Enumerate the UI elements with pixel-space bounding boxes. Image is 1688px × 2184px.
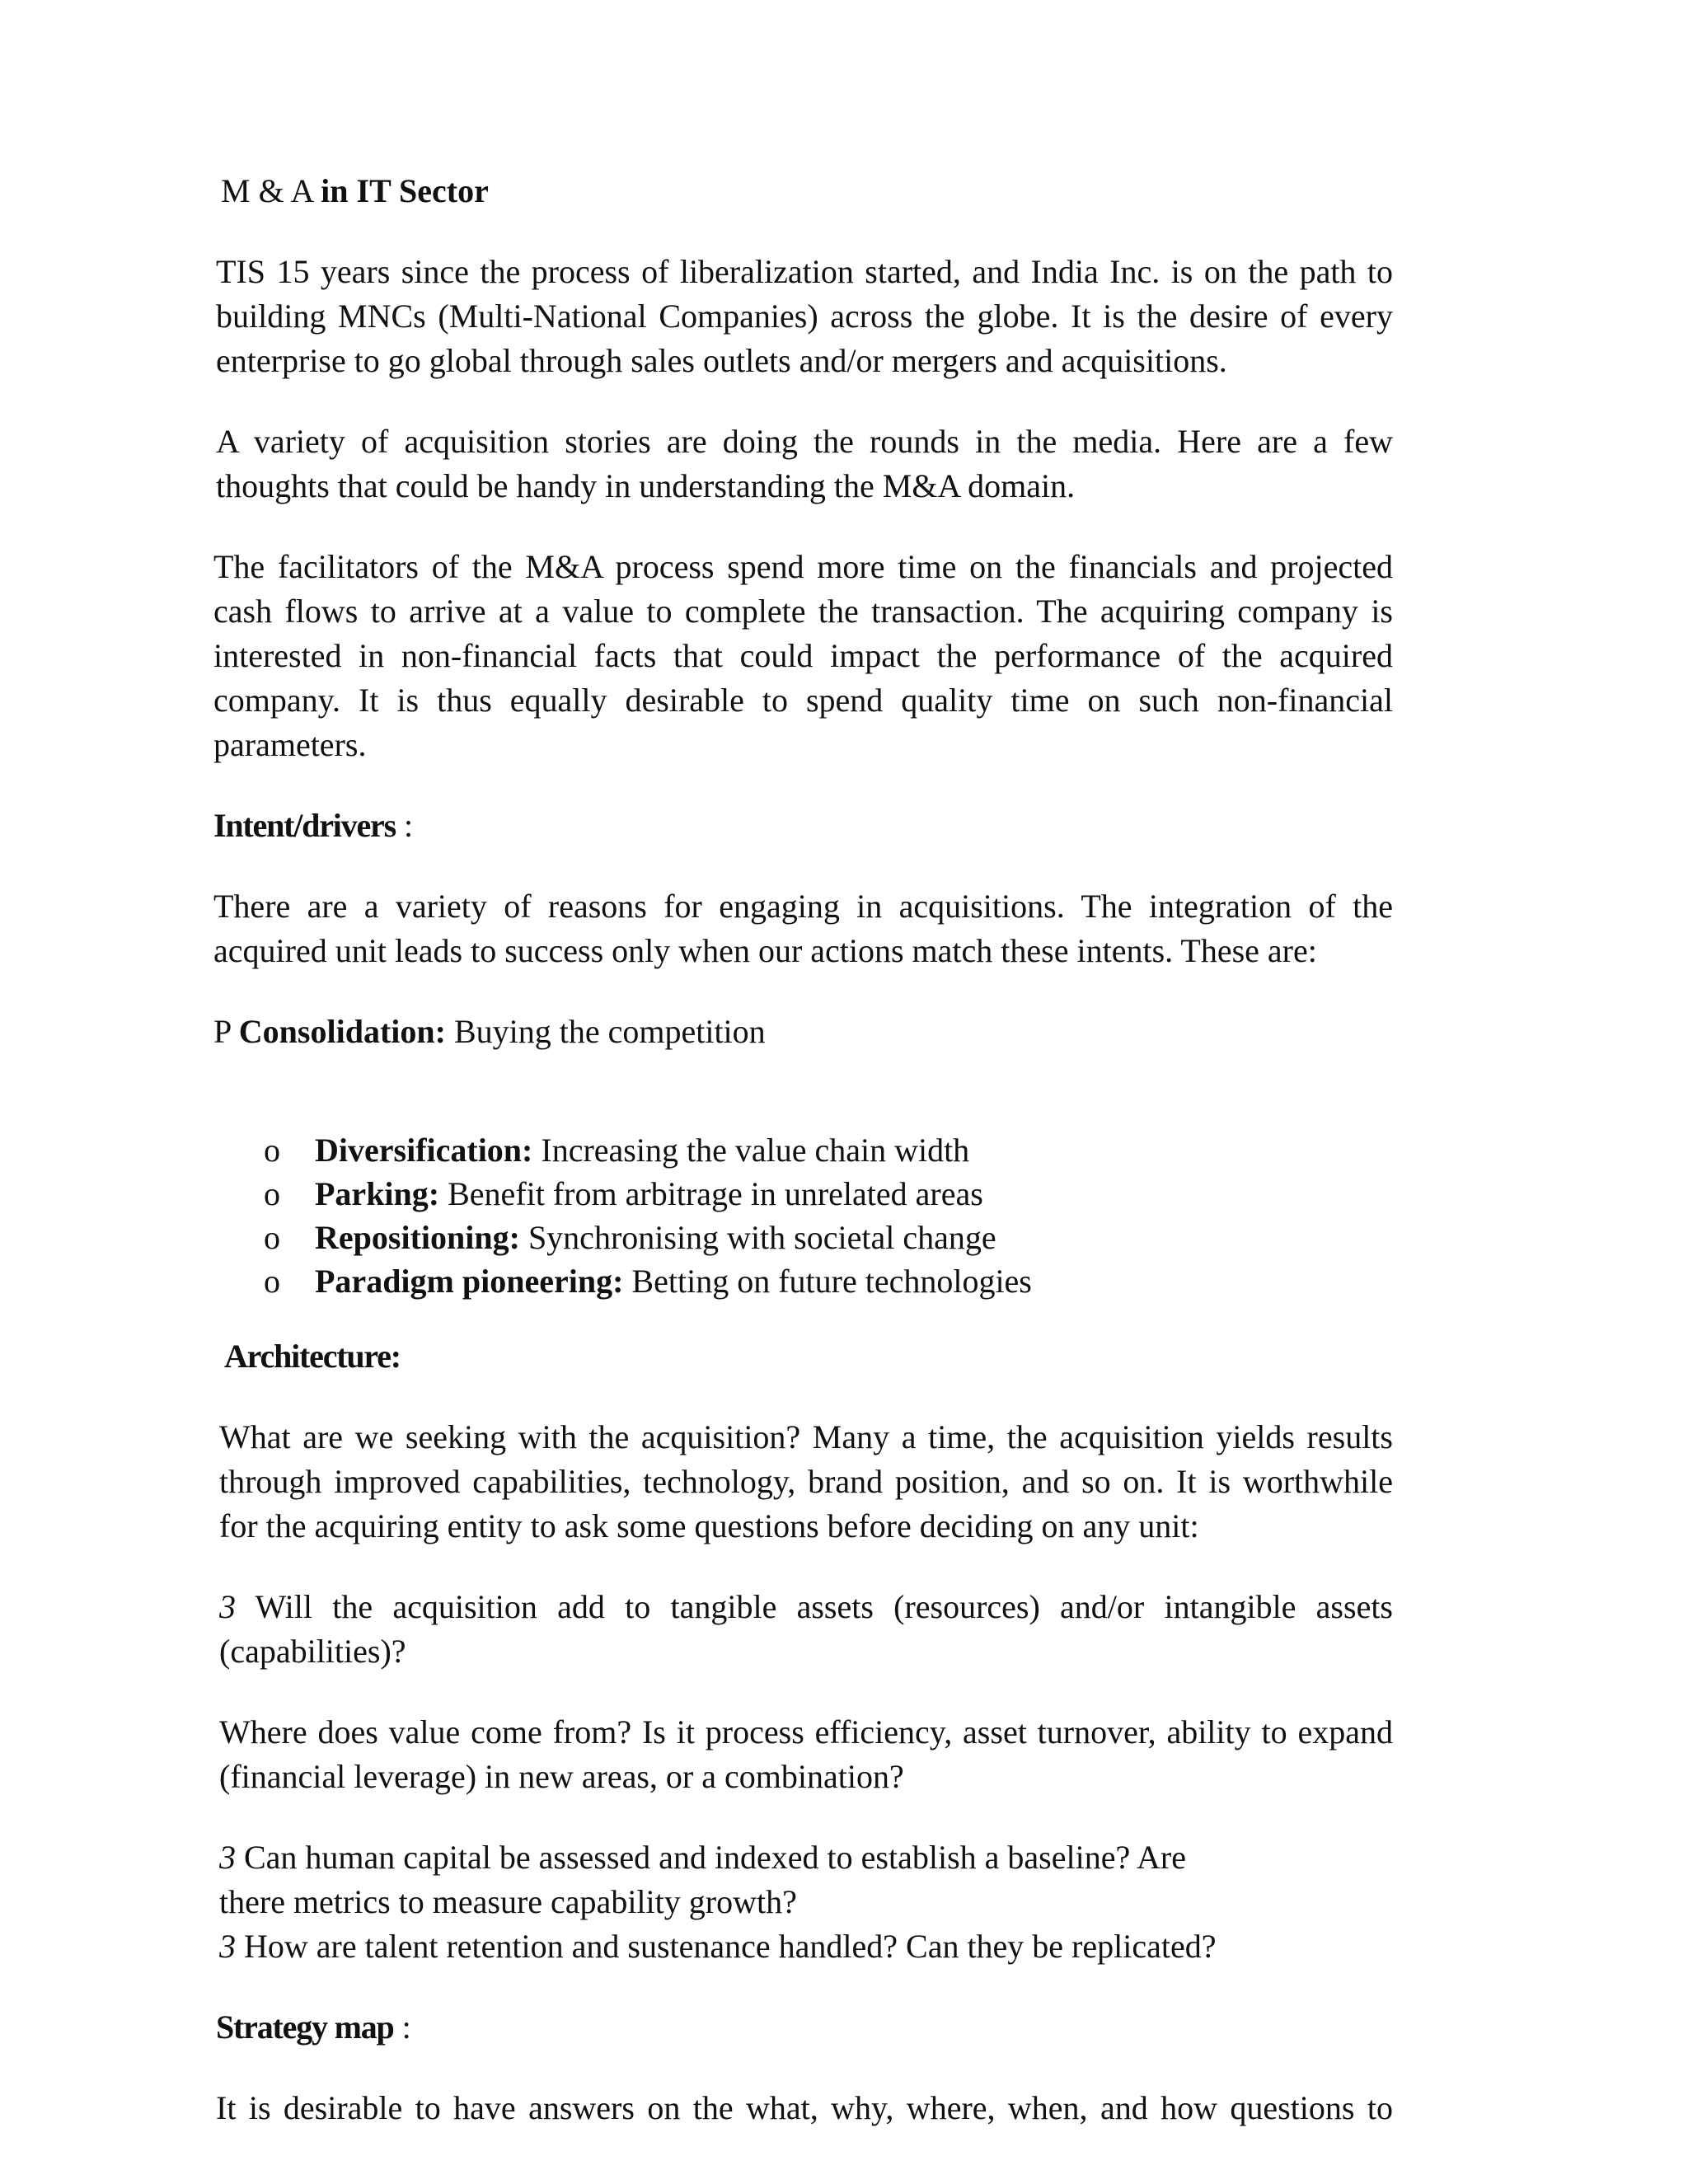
question-text-line1: Can human capital be assessed and indexed to establish a baseline? Are	[236, 1839, 1186, 1876]
strategy-paragraph	[216, 2086, 1393, 2130]
strategy-heading	[216, 2005, 1393, 2050]
list-item-label: Repositioning:	[315, 1219, 520, 1256]
value-paragraph: Where does value come from? Is it process efficiency, asset turnover, ability to expand (financial leverage) in new areas, or a combination?	[219, 1713, 1393, 1795]
strategy-heading-label: Strategy map	[216, 2008, 394, 2046]
list-item	[216, 1172, 1393, 1216]
intent-list	[216, 1128, 1393, 1303]
intent-heading	[213, 804, 1393, 848]
question-human-capital	[219, 1835, 1393, 1924]
intent-paragraph: There are a variety of reasons for engaging in acquisitions. The integration of the acquired unit leads to success only when our actions match these intents. These are:	[213, 888, 1393, 969]
question-marker: 3	[219, 1839, 236, 1876]
consolidation-text: Buying the competition	[445, 1013, 766, 1050]
list-item-text: Betting on future technologies	[623, 1263, 1032, 1300]
circle-bullet-icon: o	[264, 1175, 280, 1212]
question-marker: 3	[219, 1928, 236, 1965]
list-item-text: Benefit from arbitrage in unrelated areas	[439, 1175, 983, 1212]
list-item-text: Increasing the value chain width	[532, 1132, 970, 1169]
facilitators-paragraph: The facilitators of the M&A process spend more time on the financials and projected cash flows to arrive at a value to complete the transaction. The acquiring company is interested in non-financial facts that could impact the performance of the acquired company. It is thus equally desirable to spend quality time on such non-financial parameters.	[213, 548, 1393, 763]
question-text: Will the acquisition add to tangible assets (resources) and/or intangible assets (capabilities)?	[219, 1588, 1393, 1670]
architecture-heading: Architecture:	[224, 1338, 401, 1375]
circle-bullet-icon: o	[264, 1263, 280, 1300]
consolidation-item	[213, 1010, 1393, 1054]
question-text: How are talent retention and sustenance handled? Can they be replicated?	[236, 1928, 1217, 1965]
intent-heading-label: Intent/drivers	[213, 807, 396, 844]
list-item-label: Parking:	[315, 1175, 440, 1212]
list-item	[216, 1259, 1393, 1303]
title-bold: in IT Sector	[321, 172, 489, 209]
question-text-line2: there metrics to measure capability growth?	[219, 1883, 797, 1920]
list-item-label: Paradigm pioneering:	[315, 1263, 624, 1300]
intent-heading-colon: :	[395, 807, 414, 844]
circle-bullet-icon: o	[264, 1132, 280, 1169]
circle-bullet-icon: o	[264, 1219, 280, 1256]
document-page	[213, 169, 1393, 2130]
list-item-text: Synchronising with societal change	[519, 1219, 996, 1256]
architecture-paragraph: What are we seeking with the acquisition? Many a time, the acquisition yields results through improved capabilities, technology, brand position, and so on. It is worthwhile for the acquiring entity to ask some questions before deciding on any unit:	[219, 1418, 1393, 1544]
document-title	[221, 169, 1393, 213]
intro-paragraph: TIS 15 years since the process of liberalization started, and India Inc. is on the path to building MNCs (Multi-National Companies) across the globe. It is the desire of every enterprise to go global through sales outlets and/or mergers and acquisitions.	[216, 253, 1393, 379]
title-prefix: M & A	[221, 172, 321, 209]
question-talent-retention	[219, 1924, 1393, 1969]
consolidation-label: Consolidation:	[238, 1013, 446, 1050]
list-item	[216, 1128, 1393, 1172]
acquisition-stories-paragraph: A variety of acquisition stories are doing the rounds in the media. Here are a few thoughts that could be handy in understanding the M&A domain.	[216, 423, 1393, 504]
question-marker: 3	[219, 1588, 236, 1625]
consolidation-marker: P	[213, 1013, 239, 1050]
question-tangible-assets	[219, 1585, 1393, 1674]
strategy-heading-colon: :	[393, 2008, 411, 2046]
strategy-paragraph-text: It is desirable to have answers on the what, why, where, when, and how questions to	[216, 2089, 1393, 2126]
list-item-label: Diversification:	[315, 1132, 533, 1169]
list-item	[216, 1216, 1393, 1259]
